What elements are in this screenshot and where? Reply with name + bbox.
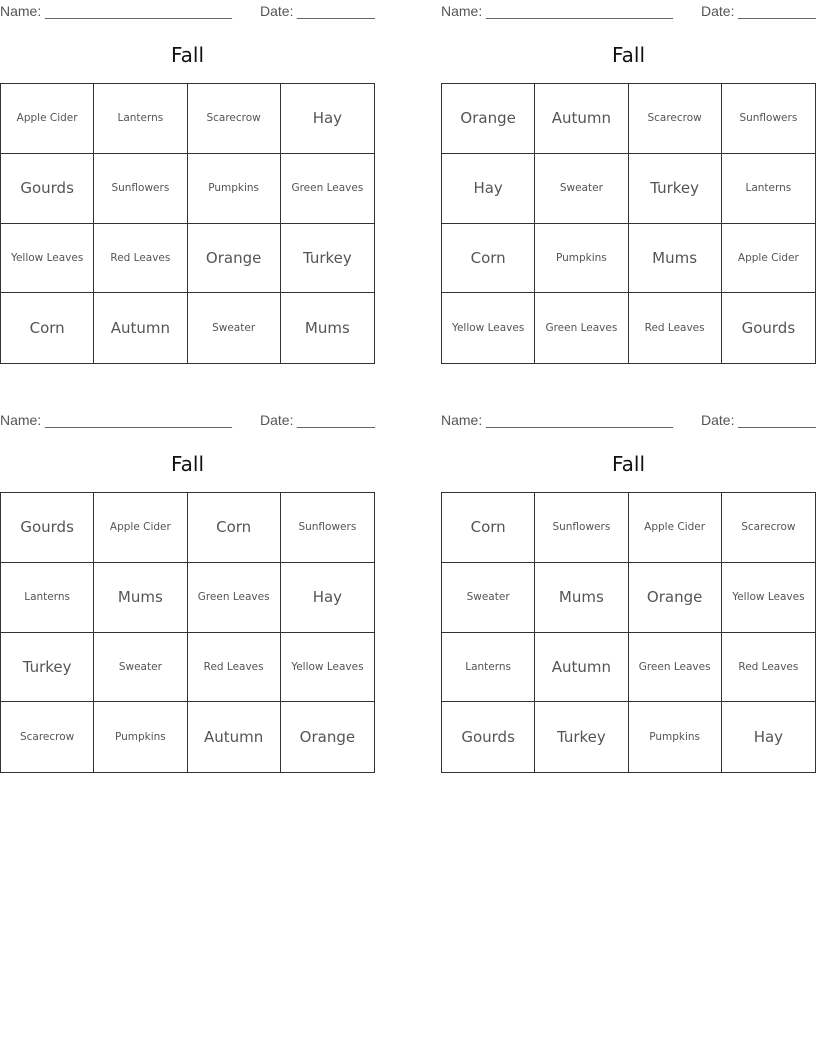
bingo-cell[interactable]: Yellow Leaves (281, 633, 374, 703)
card-header (441, 411, 816, 429)
bingo-cell[interactable]: Autumn (535, 633, 628, 703)
card-header (0, 2, 375, 20)
bingo-cell[interactable]: Apple Cider (1, 84, 94, 154)
bingo-cell[interactable]: Orange (188, 224, 281, 294)
bingo-cell[interactable]: Red Leaves (629, 293, 722, 363)
card-header (0, 411, 375, 429)
date-label: Date: (260, 3, 294, 19)
bingo-cell[interactable]: Gourds (741, 319, 796, 338)
bingo-cell[interactable]: Scarecrow (1, 702, 94, 772)
bingo-cell[interactable]: Corn (1, 293, 94, 363)
bingo-cell[interactable]: Lanterns (722, 154, 815, 224)
bingo-cell[interactable]: Scarecrow (722, 493, 815, 563)
bingo-grid (441, 83, 816, 364)
bingo-cell[interactable]: Hay (442, 154, 535, 224)
bingo-cell[interactable]: Gourds (1, 154, 94, 224)
bingo-cell[interactable]: Red Leaves (722, 633, 815, 703)
bingo-cell[interactable]: Lanterns (94, 84, 187, 154)
bingo-grid (441, 492, 816, 773)
date-field[interactable]: __________ (738, 3, 816, 19)
bingo-grid (0, 83, 375, 364)
bingo-card (441, 0, 816, 365)
bingo-cell[interactable]: Hay (281, 563, 374, 633)
name-field[interactable]: ________________________ (486, 412, 673, 428)
name-label: Name: (441, 3, 483, 19)
name-label: Name: (0, 412, 42, 428)
bingo-cell[interactable]: Red Leaves (94, 224, 187, 294)
bingo-cell[interactable]: Sweater (188, 293, 281, 363)
date-field[interactable]: __________ (297, 412, 375, 428)
bingo-card (441, 409, 816, 774)
bingo-cell[interactable]: Apple Cider (94, 493, 187, 563)
bingo-cell[interactable]: Autumn (535, 84, 628, 154)
bingo-cell[interactable]: Green Leaves (629, 633, 722, 703)
bingo-cell[interactable]: Autumn (188, 702, 281, 772)
bingo-cell[interactable]: Yellow Leaves (442, 293, 535, 363)
bingo-card (0, 0, 375, 365)
name-field[interactable]: ________________________ (486, 3, 673, 19)
name-label: Name: (441, 412, 483, 428)
date-label: Date: (701, 412, 735, 428)
bingo-cell[interactable]: Autumn (94, 293, 187, 363)
bingo-cell[interactable]: Orange (299, 728, 356, 747)
bingo-cell[interactable]: Corn (442, 493, 535, 563)
name-field[interactable]: ________________________ (45, 3, 232, 19)
bingo-cell[interactable]: Scarecrow (188, 84, 281, 154)
bingo-cell[interactable]: Scarecrow (629, 84, 722, 154)
bingo-cell[interactable]: Mums (535, 563, 628, 633)
card-header (441, 2, 816, 20)
bingo-cell[interactable]: Orange (442, 84, 535, 154)
card-title: Fall (611, 43, 646, 67)
bingo-cell[interactable]: Gourds (1, 493, 94, 563)
bingo-cell[interactable]: Mums (629, 224, 722, 294)
bingo-cell[interactable]: Mums (94, 563, 187, 633)
bingo-cell[interactable]: Apple Cider (629, 493, 722, 563)
bingo-cell[interactable]: Pumpkins (188, 154, 281, 224)
bingo-cell[interactable]: Yellow Leaves (722, 563, 815, 633)
bingo-cell[interactable]: Corn (188, 493, 281, 563)
bingo-cell[interactable]: Sweater (94, 633, 187, 703)
bingo-cell[interactable]: Green Leaves (535, 293, 628, 363)
bingo-cell[interactable]: Apple Cider (722, 224, 815, 294)
date-label: Date: (260, 412, 294, 428)
date-field[interactable]: __________ (297, 3, 375, 19)
date-label: Date: (701, 3, 735, 19)
bingo-cell[interactable]: Orange (629, 563, 722, 633)
bingo-cell[interactable]: Lanterns (442, 633, 535, 703)
bingo-cell[interactable]: Turkey (1, 633, 94, 703)
bingo-card (0, 409, 375, 774)
bingo-cell[interactable]: Sunflowers (722, 84, 815, 154)
card-title: Fall (170, 43, 205, 67)
bingo-cell[interactable]: Turkey (629, 154, 722, 224)
bingo-cell[interactable]: Sunflowers (94, 154, 187, 224)
bingo-cell[interactable]: Hay (753, 728, 784, 747)
bingo-cell[interactable]: Yellow Leaves (1, 224, 94, 294)
bingo-grid (0, 492, 375, 773)
bingo-cell[interactable]: Pumpkins (535, 224, 628, 294)
bingo-cell[interactable]: Sweater (535, 154, 628, 224)
bingo-cell[interactable]: Sunflowers (281, 493, 374, 563)
date-field[interactable]: __________ (738, 412, 816, 428)
bingo-cell[interactable]: Green Leaves (281, 154, 374, 224)
bingo-cell[interactable]: Turkey (535, 702, 628, 772)
bingo-cell[interactable]: Pumpkins (629, 702, 722, 772)
card-title: Fall (611, 452, 646, 476)
bingo-cell[interactable]: Gourds (442, 702, 535, 772)
bingo-cell[interactable]: Hay (281, 84, 374, 154)
bingo-cell[interactable]: Green Leaves (188, 563, 281, 633)
bingo-cell[interactable]: Pumpkins (94, 702, 187, 772)
name-label: Name: (0, 3, 42, 19)
bingo-cell[interactable]: Mums (304, 319, 350, 338)
bingo-cell[interactable]: Turkey (281, 224, 374, 294)
card-title: Fall (170, 452, 205, 476)
name-field[interactable]: ________________________ (45, 412, 232, 428)
bingo-cell[interactable]: Sweater (442, 563, 535, 633)
bingo-cell[interactable]: Red Leaves (188, 633, 281, 703)
bingo-cell[interactable]: Sunflowers (535, 493, 628, 563)
bingo-cell[interactable]: Lanterns (1, 563, 94, 633)
bingo-cell[interactable]: Corn (442, 224, 535, 294)
